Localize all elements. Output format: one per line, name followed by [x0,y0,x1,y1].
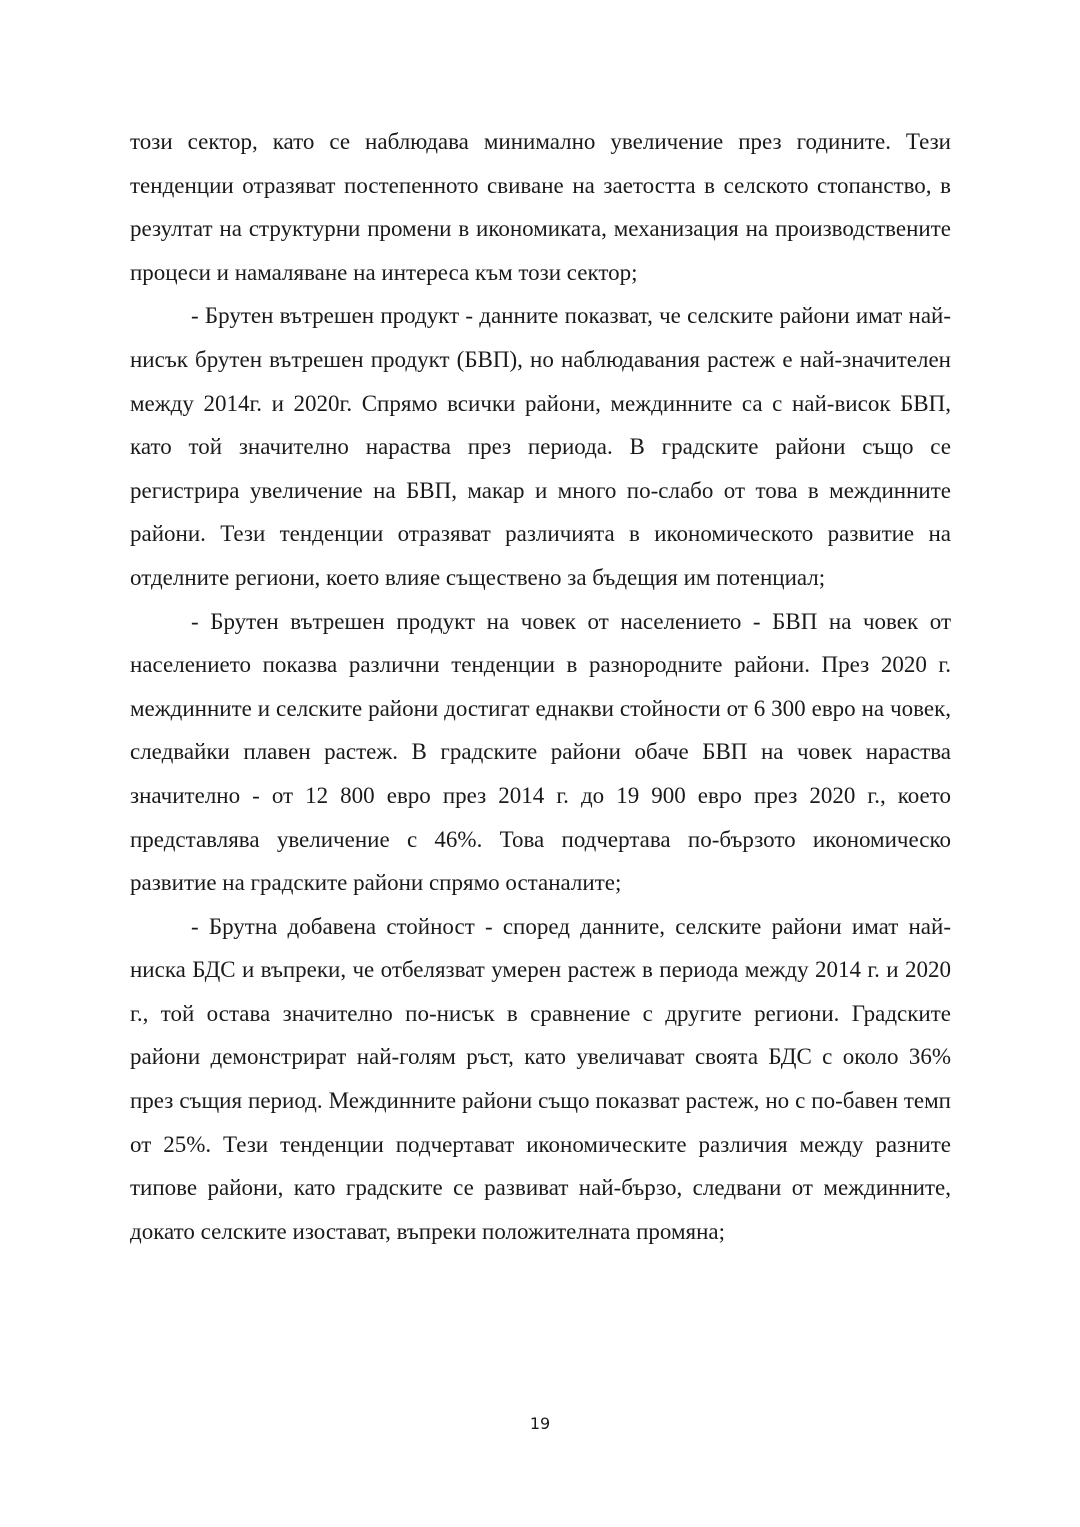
paragraph-gdp-per-capita: - Брутен вътрешен продукт на човек от населението - БВП на човек от населението показва различни тенденции в разнородните райони. През 2020 г. междинните и селските райони достигат еднакви стойности от 6 300 евро на човек, следвайки плавен растеж. В градските райони обаче БВП на човек нараства значително - от 12 800 евро през 2014 г. до 19 900 евро през 2020 г., което представлява увеличение с 46%. Това подчертава по-бързото икономическо развитие на градските райони спрямо останалите; [130,608,951,896]
body-text [130,120,951,1253]
paragraph-gross-value-added: - Брутна добавена стойност - според данните, селските райони имат най-ниска БДС и въпреки, че отбелязват умерен растеж в периода между 2014 г. и 2020 г., той остава значително по-нисък в сравнение с другите региони. Градските райони демонстрират най-голям ръст, като увеличават своята БДС с около 36% през същия период. Междинните райони също показват растеж, но с по-бавен темп от 25%. Тези тенденции подчертават икономическите различия между разните типове райони, като градските се развиват най-бързо, следвани от междинните, докато селските изостават, въпреки положителната промяна; [130,913,951,1244]
paragraph-continuation: този сектор, като се наблюдава минимално увеличение през годините. Тези тенденции отразяват постепенното свиване на заетостта в селското стопанство, в резултат на структурни промени в икономиката, механизация на производствените процеси и намаляване на интереса към този сектор; [130,129,951,285]
page-number: 19 [529,1414,551,1433]
paragraph-gdp: - Брутен вътрешен продукт - данните показват, че селските райони имат най-нисък брутен вътрешен продукт (БВП), но наблюдавания растеж е най-значителен между 2014г. и 2020г. Спрямо всички райони, междинните са с най-висок БВП, като той значително нараства през периода. В градските райони също се регистрира увеличение на БВП, макар и много по-слабо от това в междинните райони. Тези тенденции отразяват различията в икономическото развитие на отделните региони, което влияе съществено за бъдещия им потенциал; [130,303,951,590]
